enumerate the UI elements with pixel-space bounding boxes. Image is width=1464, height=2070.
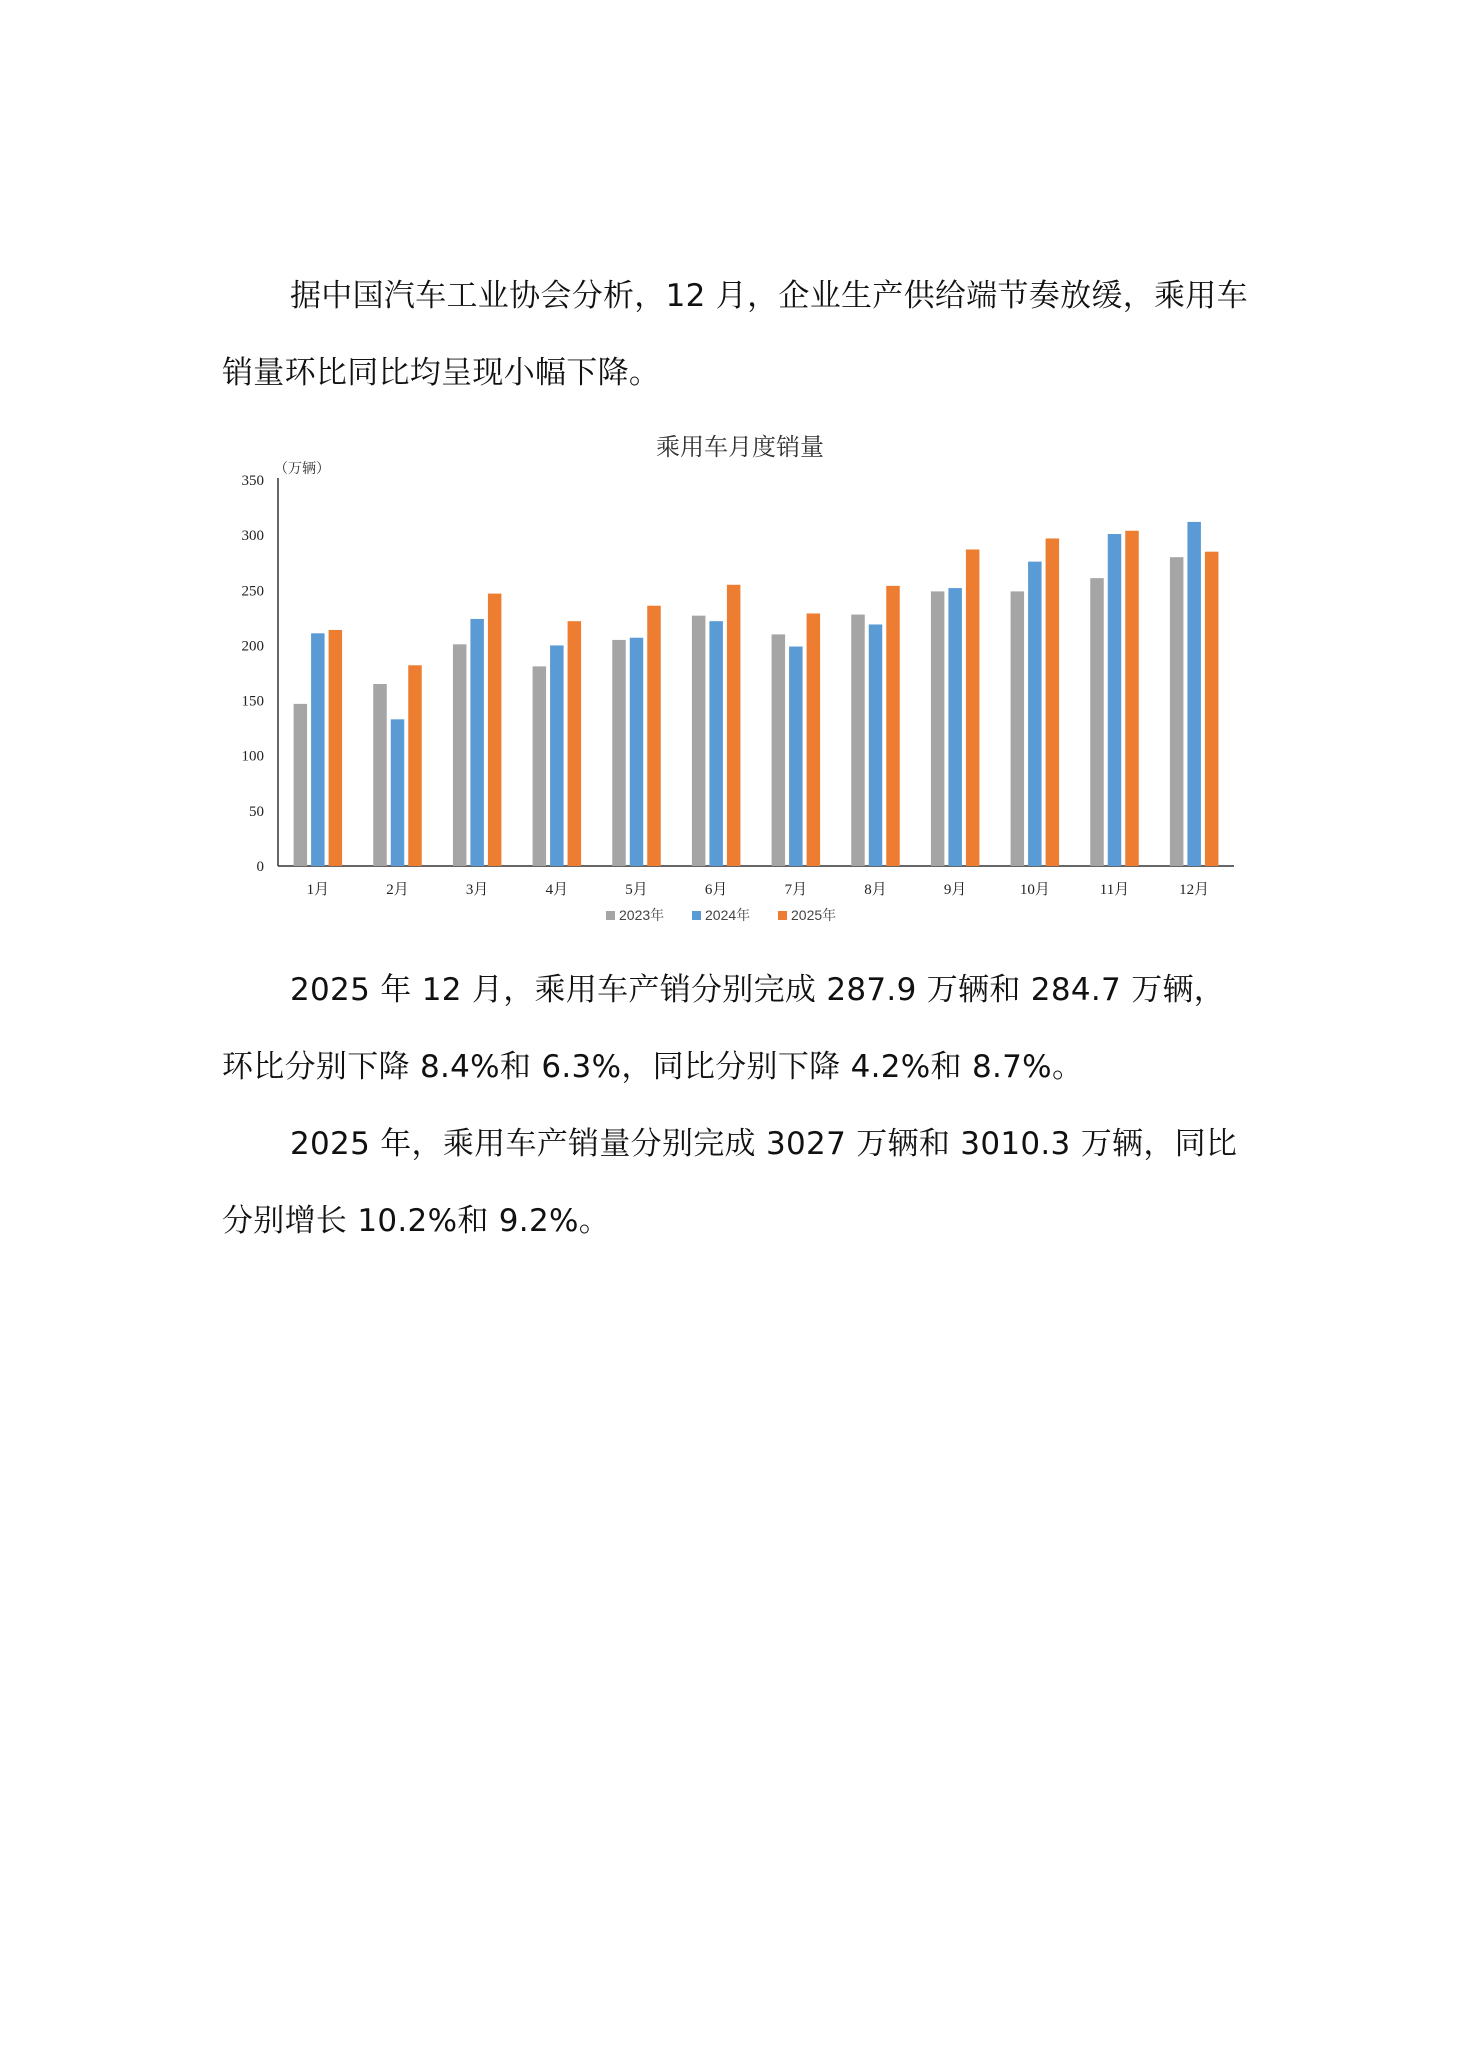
chart-legend: [606, 907, 836, 923]
bar-2025年-4月: [568, 621, 582, 866]
legend-label: 2024年: [705, 907, 751, 923]
legend-swatch-2023年: [606, 911, 615, 920]
legend-swatch-2024年: [692, 911, 701, 920]
legend-label: 2023年: [619, 907, 665, 923]
y-tick-label: 250: [241, 583, 264, 600]
bar-2024年-6月: [709, 621, 723, 866]
x-tick-label: 8月: [864, 882, 887, 898]
x-tick-label: 7月: [784, 882, 808, 898]
bar-2023年-3月: [453, 644, 467, 866]
bar-2023年-8月: [851, 615, 865, 866]
chart-bars: [294, 522, 1219, 866]
bar-2025年-11月: [1125, 531, 1139, 866]
bar-2025年-6月: [727, 585, 741, 866]
chart-title: 乘用车月度销量: [656, 433, 824, 461]
x-tick-label: 1月: [306, 882, 330, 898]
x-tick-label: 12月: [1179, 882, 1210, 898]
bar-2025年-10月: [1046, 538, 1060, 866]
x-tick-label: 3月: [465, 882, 489, 898]
bar-2024年-7月: [789, 647, 803, 866]
bar-2024年-8月: [869, 624, 883, 866]
legend-swatch-2025年: [778, 911, 787, 920]
x-tick-label: 6月: [704, 882, 728, 898]
bar-2024年-10月: [1028, 562, 1042, 866]
y-tick-label: 0: [256, 859, 264, 875]
bar-2024年-12月: [1187, 522, 1201, 866]
x-tick-label: 2月: [386, 882, 409, 898]
bar-2024年-1月: [311, 633, 325, 866]
x-tick-label: 4月: [545, 882, 569, 898]
x-tick-label: 10月: [1019, 882, 1050, 898]
bar-2023年-11月: [1090, 578, 1104, 866]
bar-2025年-8月: [886, 586, 900, 866]
y-tick-label: 150: [241, 693, 264, 710]
bar-2024年-5月: [630, 638, 644, 866]
y-axis-unit-label: （万辆）: [274, 461, 330, 477]
y-tick-label: 50: [249, 803, 264, 820]
bar-2025年-7月: [807, 613, 821, 866]
bar-2024年-3月: [470, 619, 484, 866]
bar-2023年-5月: [612, 640, 626, 866]
bar-2023年-10月: [1011, 591, 1024, 866]
x-tick-label: 5月: [625, 882, 648, 898]
x-axis-labels: [307, 881, 1210, 898]
y-tick-label: 100: [241, 748, 264, 765]
bar-2024年-2月: [391, 719, 405, 866]
x-tick-label: 9月: [943, 882, 967, 898]
monthly-sales-chart: [222, 418, 1262, 938]
y-tick-label: 300: [241, 528, 264, 545]
bar-2023年-12月: [1170, 557, 1184, 866]
bar-2025年-2月: [408, 665, 422, 866]
bar-2024年-11月: [1108, 534, 1122, 866]
y-tick-label: 350: [241, 473, 264, 489]
chart-svg: [222, 418, 1262, 938]
december-paragraph: 2025 年 12 月，乘用车产销分别完成 287.9 万辆和 284.7 万辆，环比分别下降 8.4%和 6.3%，同比分别下降 4.2%和 8.7%。: [222, 972, 1226, 1085]
bar-2025年-5月: [647, 606, 661, 866]
annual-paragraph: 2025 年，乘用车产销量分别完成 3027 万辆和 3010.3 万辆，同比分别增长 10.2%和 9.2%。: [222, 1126, 1238, 1239]
bar-2025年-1月: [329, 630, 343, 866]
bar-2023年-6月: [692, 616, 706, 866]
bar-2025年-9月: [966, 549, 980, 866]
y-tick-label: 200: [241, 638, 264, 655]
bar-2023年-9月: [931, 591, 945, 866]
bar-2023年-7月: [772, 634, 786, 866]
bar-2023年-1月: [294, 704, 308, 866]
intro-paragraph: 据中国汽车工业协会分析，12 月，企业生产供给端节奏放缓，乘用车销量环比同比均呈现小幅下降。: [222, 278, 1248, 391]
bar-2025年-12月: [1205, 552, 1219, 866]
bar-2023年-2月: [373, 684, 387, 866]
bar-2023年-4月: [533, 666, 547, 866]
bar-2024年-9月: [948, 588, 962, 866]
bar-2024年-4月: [550, 645, 564, 866]
x-tick-label: 11月: [1099, 882, 1130, 898]
legend-label: 2025年: [791, 907, 837, 923]
bar-2025年-3月: [488, 594, 502, 866]
